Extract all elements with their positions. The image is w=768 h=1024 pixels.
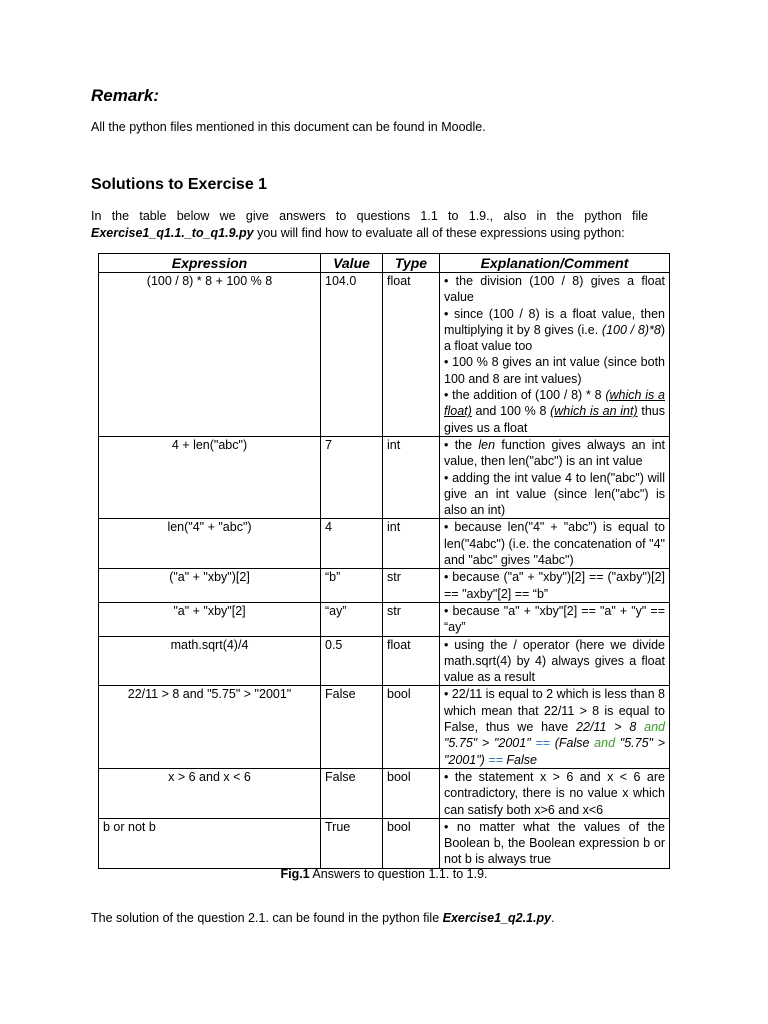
expression-cell: "a" + "xby"[2] bbox=[99, 602, 321, 636]
caption-label: Fig.1 bbox=[280, 867, 310, 881]
solution-end: . bbox=[551, 911, 555, 925]
table-row bbox=[99, 818, 670, 868]
value-cell: 0.5 bbox=[321, 636, 383, 686]
explanation-bullet: • adding the int value 4 to len("abc") will give an int value (since len("abc") is also an int) bbox=[444, 470, 665, 518]
text-span: function gives always an int value, then len("abc") is an int value bbox=[444, 437, 665, 469]
value-cell: True bbox=[321, 818, 383, 868]
explanation-bullet: • using the / operator (here we divide math.sqrt(4) by 4) always gives a float value as a result bbox=[444, 637, 665, 685]
type-cell: int bbox=[383, 519, 440, 569]
explanation-bullet: • because ("a" + "xby")[2] == ("axby")[2] == "axby"[2] == “b” bbox=[444, 570, 665, 601]
remark-heading: Remark: bbox=[91, 86, 160, 105]
table-row bbox=[99, 768, 670, 818]
underlined-span: (which is a float) bbox=[444, 388, 665, 419]
value-cell: “b” bbox=[321, 569, 383, 603]
expression-cell: 4 + len("abc") bbox=[99, 436, 321, 518]
intro-paragraph bbox=[91, 208, 648, 242]
explanation-cell bbox=[440, 602, 670, 636]
table-row bbox=[99, 636, 670, 686]
value-cell: 4 bbox=[321, 519, 383, 569]
type-cell: str bbox=[383, 569, 440, 603]
eq-operator: == bbox=[484, 752, 503, 767]
caption-text: Answers to question 1.1. to 1.9. bbox=[309, 867, 488, 881]
eq-operator: == bbox=[530, 736, 550, 751]
solution-paragraph bbox=[91, 911, 555, 925]
answers-table bbox=[98, 253, 670, 869]
remark-text: All the python files mentioned in this document can be found in Moodle. bbox=[91, 120, 486, 134]
text-span: • the bbox=[444, 437, 479, 452]
intro-line-2-text: you will find how to evaluate all of these expressions using python: bbox=[253, 226, 625, 240]
value-cell: “ay” bbox=[321, 602, 383, 636]
explanation-bullet: • because "a" + "xby"[2] == "a" + "y" == “ay” bbox=[444, 603, 665, 635]
explanation-bullet: • the statement x > 6 and x < 6 are contradictory, there is no value x which can satisfy both x>6 and x<6 bbox=[444, 769, 665, 817]
italic-span: "5.75" > "2001" bbox=[444, 736, 531, 751]
table-row bbox=[99, 602, 670, 636]
intro-line-2 bbox=[91, 225, 648, 242]
italic-span: (100 / 8)*8 bbox=[601, 322, 661, 337]
expression-cell: len("4" + "abc") bbox=[99, 519, 321, 569]
intro-line-1: In the table below we give answers to questions 1.1 to 1.9., also in the python file bbox=[91, 209, 648, 223]
explanation-cell bbox=[440, 636, 670, 686]
type-cell: str bbox=[383, 602, 440, 636]
expression-cell: ("a" + "xby")[2] bbox=[99, 569, 321, 603]
type-cell: int bbox=[383, 436, 440, 518]
expression-cell: 22/11 > 8 and "5.75" > "2001" bbox=[99, 686, 321, 768]
expression-cell: math.sqrt(4)/4 bbox=[99, 636, 321, 686]
italic-span: 22/11 > 8 bbox=[576, 720, 637, 735]
and-keyword: and bbox=[636, 720, 665, 735]
text-span: thus gives us a float bbox=[444, 404, 665, 435]
italic-span: len bbox=[478, 437, 496, 452]
explanation-cell bbox=[440, 519, 670, 569]
explanation-bullet: • 100 % 8 gives an int value (since both 100 and 8 are int values) bbox=[444, 355, 665, 386]
table-row bbox=[99, 436, 670, 518]
explanation-cell bbox=[440, 569, 670, 603]
text-span: and 100 % 8 bbox=[471, 404, 551, 419]
header-value: Value bbox=[321, 254, 383, 273]
explanation-cell bbox=[440, 686, 670, 768]
type-cell: float bbox=[383, 273, 440, 437]
explanation-cell bbox=[440, 436, 670, 518]
text-span: • 22/11 is equal to 2 which is less than 8 which mean that 22/11 > 8 is equal to False, thus we have bbox=[444, 687, 665, 735]
header-explanation: Explanation/Comment bbox=[440, 254, 670, 273]
figure-caption bbox=[0, 867, 768, 881]
type-cell: bool bbox=[383, 768, 440, 818]
table-row bbox=[99, 273, 670, 437]
text-span: ) a float value too bbox=[444, 322, 665, 354]
solution-filename: Exercise1_q2.1.py bbox=[442, 911, 552, 925]
type-cell: bool bbox=[383, 818, 440, 868]
header-type: Type bbox=[383, 254, 440, 273]
intro-filename: Exercise1_q1.1._to_q1.9.py bbox=[91, 226, 254, 240]
expression-cell: b or not b bbox=[99, 818, 321, 868]
italic-span: False bbox=[502, 752, 537, 767]
table-row bbox=[99, 519, 670, 569]
section-heading: Solutions to Exercise 1 bbox=[91, 176, 268, 193]
value-cell: 104.0 bbox=[321, 273, 383, 437]
expression-cell: (100 / 8) * 8 + 100 % 8 bbox=[99, 273, 321, 437]
explanation-bullet bbox=[444, 306, 665, 355]
explanation-cell bbox=[440, 818, 670, 868]
explanation-bullet bbox=[444, 686, 665, 767]
underlined-span: (which is an int) bbox=[550, 404, 638, 419]
explanation-bullet bbox=[444, 437, 665, 470]
explanation-cell bbox=[440, 273, 670, 437]
explanation-bullet: • no matter what the values of the Boolean b, the Boolean expression b or not b is always true bbox=[444, 819, 665, 867]
italic-span: (False bbox=[549, 736, 590, 751]
text-span: • since (100 / 8) is a float value, then multiplying it by 8 gives (i.e. bbox=[444, 306, 665, 337]
table-row bbox=[99, 686, 670, 768]
value-cell: 7 bbox=[321, 436, 383, 518]
italic-span: "5.75" > "2001") bbox=[444, 736, 665, 767]
value-cell: False bbox=[321, 686, 383, 768]
header-expression: Expression bbox=[99, 254, 321, 273]
expression-cell: x > 6 and x < 6 bbox=[99, 768, 321, 818]
value-cell: False bbox=[321, 768, 383, 818]
type-cell: bool bbox=[383, 686, 440, 768]
explanation-cell bbox=[440, 768, 670, 818]
explanation-bullet bbox=[444, 387, 665, 436]
type-cell: float bbox=[383, 636, 440, 686]
table-row bbox=[99, 569, 670, 603]
explanation-bullet: • because len("4" + "abc") is equal to len("4abc") (i.e. the concatenation of "4" and "abc" gives "4abc") bbox=[444, 520, 665, 568]
solution-text: The solution of the question 2.1. can be found in the python file bbox=[91, 911, 443, 925]
text-span: • the addition of (100 / 8) * 8 bbox=[444, 388, 606, 403]
explanation-bullet: • the division (100 / 8) gives a float value bbox=[444, 274, 665, 305]
table-header-row bbox=[99, 254, 670, 273]
and-keyword: and bbox=[589, 736, 616, 751]
